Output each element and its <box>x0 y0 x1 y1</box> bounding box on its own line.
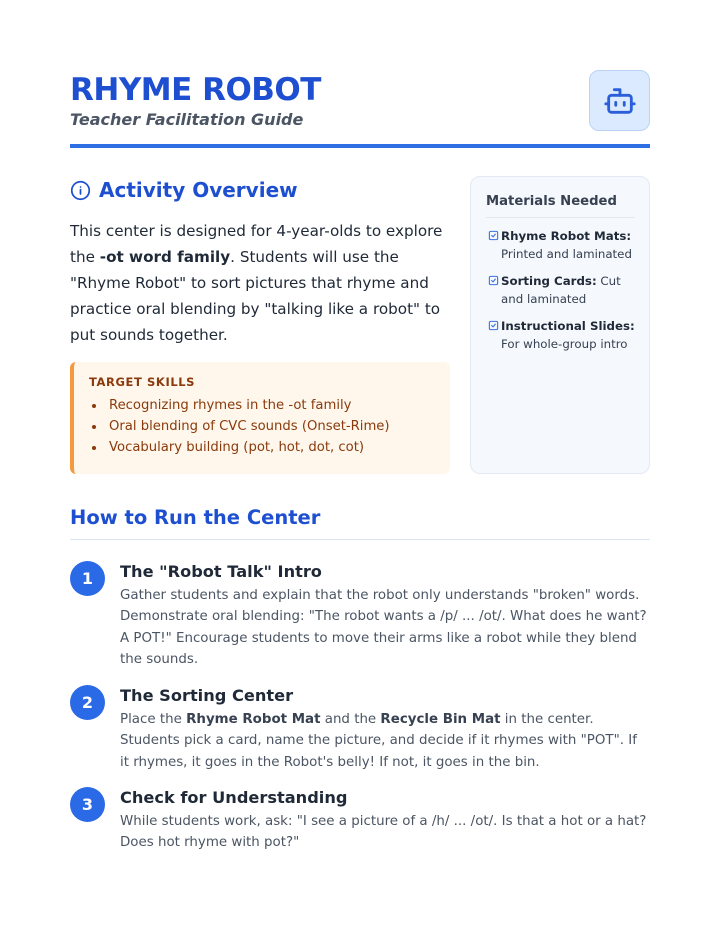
step-text: and the <box>320 712 381 727</box>
target-skills-list <box>89 395 450 458</box>
step-1 <box>70 561 650 670</box>
step-text: Place the <box>120 712 187 727</box>
step-title: The Sorting Center <box>120 686 294 705</box>
step-3 <box>70 787 650 854</box>
activity-overview <box>70 176 455 348</box>
step-description: Gather students and explain that the robot only understands "broken" words. Demonstrate oral blending: "The robot wants a /p/ ... /ot/. What does he want? A POT!" Encourage students to move their arms like a robot while they blend the sounds. <box>120 588 647 667</box>
step-2 <box>70 685 650 773</box>
step-number: 1 <box>70 561 105 596</box>
checkbox-icon <box>486 320 501 331</box>
overview-heading-text: Activity Overview <box>99 178 298 202</box>
overview-intro <box>70 218 455 348</box>
skill-item: Recognizing rhymes in the -ot family <box>89 395 450 416</box>
overview-heading <box>70 176 455 204</box>
material-item <box>486 227 635 263</box>
target-skills-box <box>70 362 450 474</box>
step-title: Check for Understanding <box>120 788 348 807</box>
page-title: RHYME ROBOT <box>70 72 321 108</box>
skill-item: Oral blending of CVC sounds (Onset-Rime) <box>89 416 450 437</box>
checkbox-icon <box>486 275 501 286</box>
material-name: Sorting Cards: <box>501 274 597 288</box>
skill-item: Vocabulary building (pot, hot, dot, cot) <box>89 437 450 458</box>
material-desc: For whole-group intro <box>501 337 628 351</box>
step-description: While students work, ask: "I see a picture of a /h/ ... /ot/. Is that a hot or a hat? Does hot rhyme with pot?" <box>120 814 647 851</box>
step-number: 3 <box>70 787 105 822</box>
materials-heading: Materials Needed <box>486 194 635 218</box>
material-item <box>486 317 635 353</box>
header <box>70 70 650 148</box>
material-name: Instructional Slides: <box>501 319 635 333</box>
robot-icon <box>603 84 637 118</box>
material-desc: Cut and laminated <box>501 274 621 306</box>
step-description <box>120 709 650 773</box>
material-desc: Printed and laminated <box>501 247 632 261</box>
checkbox-icon <box>486 230 501 241</box>
info-icon <box>70 180 91 201</box>
step-title: The "Robot Talk" Intro <box>120 562 322 581</box>
step-text: in the center. Students pick a card, name the picture, and decide if it rhymes with "POT". If it rhymes, it goes in the Robot's belly! If not, it goes in the bin. <box>120 712 637 770</box>
material-item <box>486 272 635 308</box>
step-bold: Rhyme Robot Mat <box>186 712 321 727</box>
materials-panel <box>470 176 650 474</box>
step-bold: Recycle Bin Mat <box>380 712 501 727</box>
intro-text-2: . Students will use the "Rhyme Robot" to sort pictures that rhyme and practice oral blending by "talking like a robot" to put sounds together. <box>70 248 441 344</box>
how-to-run-section <box>70 504 650 540</box>
intro-text-1: This center is designed for 4-year-olds to explore the <box>70 222 443 266</box>
step-number: 2 <box>70 685 105 720</box>
material-name: Rhyme Robot Mats: <box>501 229 632 243</box>
target-skills-heading: TARGET SKILLS <box>89 375 196 389</box>
page-subtitle: Teacher Facilitation Guide <box>70 110 304 129</box>
intro-word-family: -ot word family <box>99 248 231 266</box>
robot-badge <box>589 70 650 131</box>
how-to-run-heading: How to Run the Center <box>70 506 321 529</box>
